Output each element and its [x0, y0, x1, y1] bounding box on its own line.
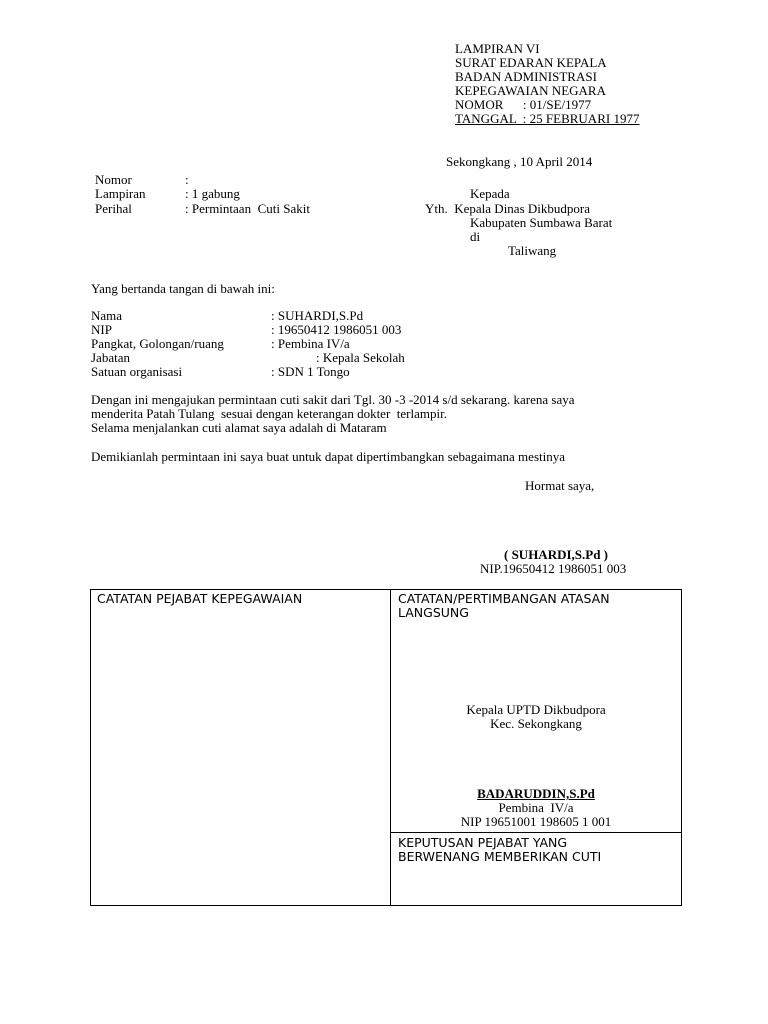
- recipient-kepada: Kepada: [470, 186, 510, 201]
- header-tanggal: TANGGAL : 25 FEBRUARI 1977: [455, 111, 640, 126]
- decision-header: KEPUTUSAN PEJABAT YANG: [398, 835, 568, 850]
- identity-nama-label: Nama: [91, 308, 123, 323]
- recipient-city: Taliwang: [508, 243, 557, 258]
- meta-lampiran-value: : 1 gabung: [185, 186, 240, 201]
- body-line: Selama menjalankan cuti alamat saya adalah di Mataram: [91, 420, 387, 435]
- header-line: LAMPIRAN VI: [455, 41, 540, 56]
- decision-header: BERWENANG MEMBERIKAN CUTI: [398, 849, 602, 864]
- signer-nip: NIP.19650412 1986051 003: [480, 561, 627, 576]
- recipient-di: di: [470, 229, 481, 244]
- meta-perihal-label: Perihal: [95, 201, 132, 216]
- identity-pangkat-label: Pangkat, Golongan/ruang: [91, 336, 224, 351]
- meta-perihal-value: : Permintaan Cuti Sakit: [185, 201, 310, 216]
- official-title: Kepala UPTD Dikbudpora: [466, 702, 606, 717]
- header-line: SURAT EDARAN KEPALA: [455, 55, 607, 70]
- identity-nip-value: : 19650412 1986051 003: [271, 322, 402, 337]
- table-right-header: CATATAN/PERTIMBANGAN ATASAN: [398, 591, 610, 606]
- meta-nomor-value: :: [185, 172, 189, 187]
- official-rank: Pembina IV/a: [498, 800, 574, 815]
- closing-greeting: Hormat saya,: [525, 478, 595, 493]
- recipient-region: Kabupaten Sumbawa Barat: [470, 215, 613, 230]
- identity-satuan-label: Satuan organisasi: [91, 364, 183, 379]
- identity-satuan-value: : SDN 1 Tongo: [271, 364, 350, 379]
- place-date: Sekongkang , 10 April 2014: [446, 154, 593, 169]
- intro-text: Yang bertanda tangan di bawah ini:: [91, 281, 275, 296]
- table-row-divider: [390, 832, 682, 833]
- identity-pangkat-value: : Pembina IV/a: [271, 336, 350, 351]
- header-reference-block: [455, 42, 639, 126]
- body-line: menderita Patah Tulang sesuai dengan keterangan dokter terlampir.: [91, 406, 447, 421]
- identity-nip-label: NIP: [91, 322, 112, 337]
- identity-nama-value: : SUHARDI,S.Pd: [271, 308, 364, 323]
- table-right-header: LANGSUNG: [398, 605, 469, 620]
- meta-lampiran-label: Lampiran: [95, 186, 146, 201]
- table-column-divider: [390, 589, 391, 906]
- body-closing-paragraph: Demikianlah permintaan ini saya buat untuk dapat dipertimbangkan sebagaimana mestinya: [91, 449, 565, 464]
- recipient-yth: Yth. Kepala Dinas Dikbudpora: [425, 201, 590, 216]
- official-nip: NIP 19651001 198605 1 001: [460, 814, 612, 829]
- header-line: BADAN ADMINISTRASI: [455, 69, 597, 84]
- header-line: KEPEGAWAIAN NEGARA: [455, 83, 606, 98]
- identity-jabatan-label: Jabatan: [91, 350, 130, 365]
- signer-name: ( SUHARDI,S.Pd ): [504, 547, 609, 562]
- identity-jabatan-value: : Kepala Sekolah: [316, 350, 405, 365]
- header-nomor: NOMOR : 01/SE/1977: [455, 97, 592, 112]
- body-line: Dengan ini mengajukan permintaan cuti sakit dari Tgl. 30 -3 -2014 s/d sekarang. karena saya: [91, 392, 575, 407]
- official-unit: Kec. Sekongkang: [490, 716, 582, 731]
- meta-nomor-label: Nomor: [95, 172, 132, 187]
- table-left-header: CATATAN PEJABAT KEPEGAWAIAN: [97, 591, 303, 606]
- official-name: BADARUDDIN,S.Pd: [477, 786, 595, 801]
